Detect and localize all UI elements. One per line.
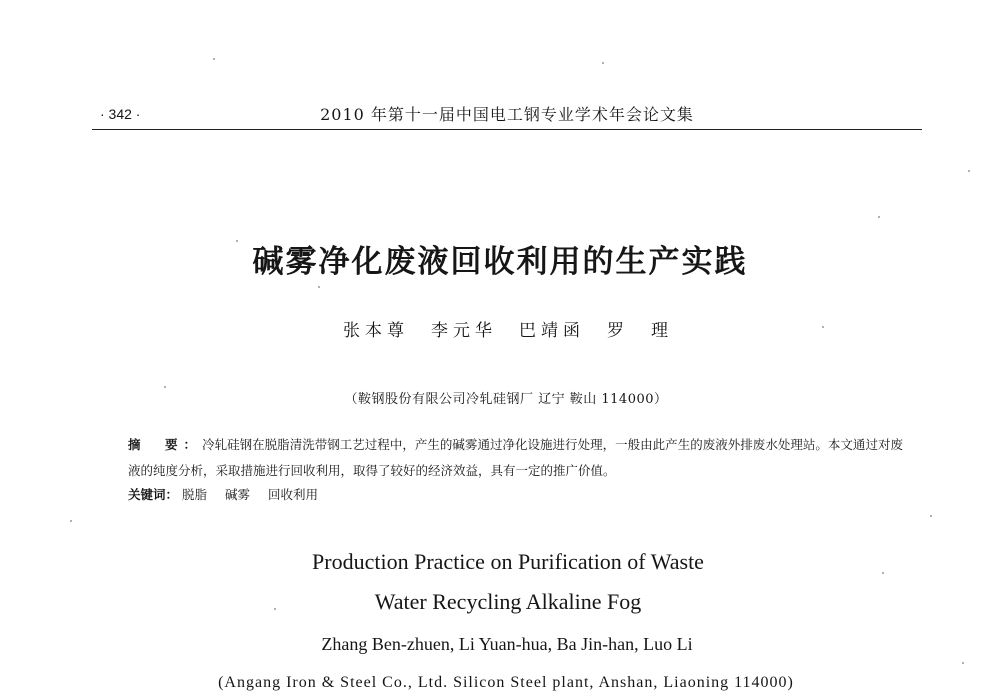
title-en-line: Water Recycling Alkaline Fog xyxy=(374,589,642,614)
keyword: 回收利用 xyxy=(268,487,319,502)
header-rule xyxy=(92,129,922,130)
page-number: · 342 · xyxy=(100,106,141,122)
running-header xyxy=(92,98,922,130)
scan-speck xyxy=(962,662,964,664)
keywords-label: 关键词： xyxy=(128,487,179,502)
scan-speck xyxy=(822,326,824,328)
affiliation-en: (Angang Iron & Steel Co., Ltd. Silicon Steel plant, Anshan, Liaoning 114000) xyxy=(218,674,794,691)
scan-speck xyxy=(236,240,238,242)
scan-speck xyxy=(164,386,166,388)
scan-speck xyxy=(878,216,880,218)
keyword: 碱雾 xyxy=(225,487,251,502)
paper-title-en xyxy=(0,542,1000,622)
authors-cn: 张本尊 李元华 巴靖函 罗 理 xyxy=(343,321,673,341)
abstract-text: 冷轧硅钢在脱脂清洗带钢工艺过程中，产生的碱雾通过净化设施进行处理，一般由此产生的废液外排废水处理站。本文通过对废液的纯度分析，采取措施进行回收利用，取得了较好的经济效益，具有一定的推广价值。 xyxy=(128,437,903,478)
title-en-line: Production Practice on Purification of Waste xyxy=(312,549,704,574)
scan-speck xyxy=(882,572,884,574)
scan-speck xyxy=(70,520,72,522)
scan-speck xyxy=(968,170,970,172)
scan-speck xyxy=(274,608,276,610)
paper-title-cn: 碱雾净化废液回收利用的生产实践 xyxy=(252,244,748,280)
scan-speck xyxy=(602,62,604,64)
scan-speck xyxy=(930,515,932,517)
authors-en: Zhang Ben-zhuen, Li Yuan-hua, Ba Jin-han, Luo Li xyxy=(321,634,693,654)
keyword: 脱脂 xyxy=(182,487,208,502)
keywords xyxy=(128,485,332,505)
scan-speck xyxy=(213,58,215,60)
scan-speck xyxy=(318,286,320,288)
affiliation-cn: （鞍钢股份有限公司冷轧硅钢厂 辽宁 鞍山 114000） xyxy=(344,392,668,407)
proceedings-title: 2010 年第十一届中国电工钢专业学术年会论文集 xyxy=(320,105,694,124)
abstract xyxy=(128,432,903,484)
abstract-label: 摘 要： xyxy=(128,437,203,452)
